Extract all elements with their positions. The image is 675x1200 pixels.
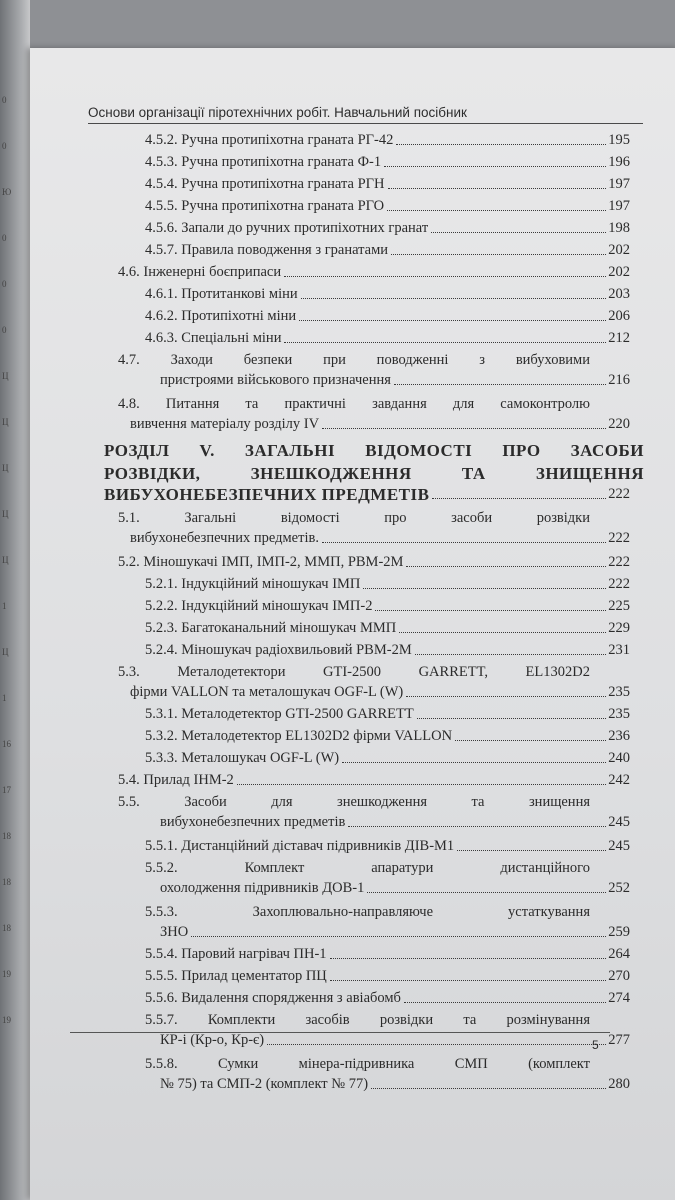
page-number: 5 [592, 1038, 599, 1052]
toc-page-number: 264 [608, 946, 630, 962]
toc-page-number: 277 [608, 1032, 630, 1048]
dot-leader [394, 384, 606, 385]
toc-entry[interactable] [145, 242, 630, 259]
edge-mark: 0 [2, 233, 7, 243]
toc-entry[interactable] [160, 1032, 630, 1049]
toc-page-number: 202 [608, 264, 630, 280]
adjacent-page-edge [0, 0, 30, 1200]
toc-entry[interactable] [118, 554, 630, 571]
toc-entry-label: 5.5.6. Видалення спорядження з авіабомб [145, 990, 401, 1006]
dot-leader [267, 1044, 606, 1045]
toc-entry-label: 4.5.4. Ручна протипіхотна граната РГН [145, 176, 385, 192]
dot-leader [431, 232, 606, 233]
toc-entry[interactable] [145, 968, 630, 985]
toc-entry[interactable] [160, 372, 630, 389]
toc-entry-label: 5.5.7. Комплекти засобів розвідки та розмінування [145, 1012, 590, 1028]
toc-entry-continuation: ЗНО [160, 924, 189, 940]
toc-entry-label: 5.3.3. Металошукач OGF-L (W) [145, 750, 340, 766]
toc-page-number: 235 [608, 706, 630, 722]
toc-entry[interactable] [145, 576, 630, 593]
edge-mark: Ц [2, 417, 9, 427]
toc-entry[interactable] [130, 416, 630, 433]
edge-mark: Ц [2, 555, 9, 565]
dot-leader [432, 498, 606, 499]
toc-entry[interactable] [160, 814, 630, 831]
edge-mark: 1 [2, 693, 7, 703]
toc-entry-label: 4.6.1. Протитанкові міни [145, 286, 298, 302]
toc-page-number: 280 [608, 1076, 630, 1092]
toc-entry[interactable] [160, 880, 630, 897]
toc-page-number: 206 [608, 308, 630, 324]
toc-entry[interactable] [145, 728, 630, 745]
toc-page-number: 203 [608, 286, 630, 302]
toc-entry-label: 4.6. Інженерні боєприпаси [118, 264, 282, 280]
toc-entry[interactable] [145, 642, 630, 659]
toc-entry-label: 5.2.3. Багатоканальний міношукач ММП [145, 620, 397, 636]
toc-entry-label: 5.5.4. Паровий нагрівач ПН-1 [145, 946, 327, 962]
dot-leader [330, 958, 607, 959]
toc-entry-label: 4.5.6. Запали до ручних протипіхотних гранат [145, 220, 429, 236]
toc-entry-label: 5.4. Прилад ІНМ-2 [118, 772, 234, 788]
dot-leader [284, 276, 606, 277]
edge-mark: 1 [2, 601, 7, 611]
toc-entry-continuation: вибухонебезпечних предметів [160, 814, 346, 830]
dot-leader [391, 254, 606, 255]
edge-mark: 0 [2, 95, 7, 105]
toc-page-number: 270 [608, 968, 630, 984]
toc-page-number: 222 [608, 576, 630, 592]
dot-leader [404, 1002, 606, 1003]
toc-entry-continuation: охолодження підривників ДОВ-1 [160, 880, 365, 896]
toc-entry[interactable] [145, 990, 630, 1007]
toc-page-number: 216 [608, 372, 630, 388]
dot-leader [301, 298, 607, 299]
toc-page-number: 229 [608, 620, 630, 636]
toc-entry-continuation: № 75) та СМП-2 (комплект № 77) [160, 1076, 369, 1092]
edge-mark: 19 [2, 1015, 11, 1025]
edge-mark: Ц [2, 371, 9, 381]
toc-entry[interactable] [145, 154, 630, 171]
toc-entry-label: 5.2.2. Індукційний міношукач ІМП-2 [145, 598, 373, 614]
toc-page-number: 235 [608, 684, 630, 700]
toc-entry-label: 5.3. Металодетектори GTI-2500 GARRETT, EL1302D2 [118, 664, 590, 680]
toc-entry[interactable] [145, 750, 630, 767]
dot-leader [375, 610, 606, 611]
toc-entry-continuation: КР-і (Кр-о, Кр-є) [160, 1032, 265, 1048]
toc-entry-label: 4.6.2. Протипіхотні міни [145, 308, 297, 324]
dot-leader [284, 342, 606, 343]
toc-entry-label: 4.5.7. Правила поводження з гранатами [145, 242, 389, 258]
toc-entry[interactable] [145, 598, 630, 615]
edge-mark: 18 [2, 831, 11, 841]
toc-entry-label: 4.7. Заходи безпеки при поводженні з вибуховими [118, 352, 590, 368]
edge-mark: Ц [2, 463, 9, 473]
toc-entry[interactable] [145, 176, 630, 193]
toc-entry-label: 5.5.2. Комплект апаратури дистанційного [145, 860, 590, 876]
dot-leader [387, 210, 606, 211]
toc-entry-label: 5.2.4. Міношукач радіохвильовий РВМ-2М [145, 642, 412, 658]
dot-leader [322, 542, 606, 543]
toc-page-number: 252 [608, 880, 630, 896]
toc-entry[interactable] [145, 706, 630, 723]
dot-leader [322, 428, 606, 429]
dot-leader [455, 740, 606, 741]
dot-leader [237, 784, 606, 785]
dot-leader [396, 144, 606, 145]
toc-entry[interactable] [145, 946, 630, 963]
toc-entry[interactable] [160, 924, 630, 941]
edge-mark: 17 [2, 785, 11, 795]
toc-page-number: 222 [608, 554, 630, 570]
toc-entry-label: 5.5.1. Дистанційний діставач підривників ДІВ-М1 [145, 838, 455, 854]
toc-page-number: 245 [608, 838, 630, 854]
dot-leader [348, 826, 606, 827]
toc-page-number: 195 [608, 132, 630, 148]
toc-entry[interactable] [145, 838, 630, 855]
running-head: Основи організації піротехнічних робіт. Навчальний посібник [88, 105, 467, 120]
toc-page-number: 225 [608, 598, 630, 614]
header-rule [88, 123, 643, 124]
edge-mark: Ю [2, 187, 12, 197]
toc-page-number: 222 [608, 530, 630, 546]
section-heading-line: РОЗДІЛ V. ЗАГАЛЬНІ ВІДОМОСТІ ПРО ЗАСОБИ [104, 441, 644, 460]
toc-entry[interactable] [145, 308, 630, 325]
edge-mark: 0 [2, 325, 7, 335]
toc-entry[interactable] [145, 286, 630, 303]
dot-leader [457, 850, 606, 851]
toc-entry[interactable] [130, 684, 630, 701]
toc-entry-label: 5.5.3. Захоплювально-направляюче устаткування [145, 904, 590, 920]
toc-entry[interactable] [145, 132, 630, 149]
toc-entry-label: 5.3.1. Металодетектор GTI-2500 GARRETT [145, 706, 414, 722]
toc-entry-label: 5.5.5. Прилад цементатор ПЦ [145, 968, 327, 984]
dot-leader [406, 566, 606, 567]
toc-entry[interactable] [104, 486, 630, 503]
dot-leader [415, 654, 607, 655]
edge-mark: 16 [2, 739, 11, 749]
section-heading-line: РОЗВІДКИ, ЗНЕШКОДЖЕННЯ ТА ЗНИЩЕННЯ [104, 464, 644, 483]
toc-entry-label: 5.2. Міношукачі ІМП, ІМП-2, ММП, РВМ-2М [118, 554, 404, 570]
dot-leader [384, 166, 606, 167]
toc-entry-label: 4.5.5. Ручна протипіхотна граната РГО [145, 198, 385, 214]
toc-entry-label: 5.5. Засоби для знешкодження та знищення [118, 794, 590, 810]
toc-page-number: 212 [608, 330, 630, 346]
toc-entry[interactable] [130, 530, 630, 547]
dot-leader [299, 320, 606, 321]
toc-entry[interactable] [145, 330, 630, 347]
toc-entry[interactable] [145, 620, 630, 637]
toc-page-number: 196 [608, 154, 630, 170]
dot-leader [406, 696, 606, 697]
toc-entry-label: 5.1. Загальні відомості про засоби розвідки [118, 510, 590, 526]
toc-entry-label: 4.5.3. Ручна протипіхотна граната Ф-1 [145, 154, 382, 170]
dot-leader [417, 718, 607, 719]
toc-entry[interactable] [118, 772, 630, 789]
book-page [30, 48, 675, 1200]
toc-entry[interactable] [160, 1076, 630, 1093]
toc-page-number: 220 [608, 416, 630, 432]
dot-leader [342, 762, 606, 763]
toc-page-number: 245 [608, 814, 630, 830]
toc-page-number: 236 [608, 728, 630, 744]
section-heading-line: ВИБУХОНЕБЕЗПЕЧНИХ ПРЕДМЕТІВ [104, 485, 430, 504]
toc-page-number: 242 [608, 772, 630, 788]
footer-rule [70, 1032, 610, 1033]
dot-leader [388, 188, 607, 189]
toc-page-number: 197 [608, 198, 630, 214]
toc-entry-label: 4.8. Питання та практичні завдання для самоконтролю [118, 396, 590, 412]
toc-page-number: 197 [608, 176, 630, 192]
edge-mark: Ц [2, 647, 9, 657]
toc-entry-continuation: вивчення матеріалу розділу IV [130, 416, 320, 432]
toc-entry-label: 5.5.8. Сумки мінера-підривника СМП (комплект [145, 1056, 590, 1072]
toc-entry[interactable] [145, 198, 630, 215]
dot-leader [191, 936, 606, 937]
toc-page-number: 231 [608, 642, 630, 658]
toc-entry-label: 4.6.3. Спеціальні міни [145, 330, 282, 346]
edge-mark: 0 [2, 279, 7, 289]
edge-mark: Ц [2, 509, 9, 519]
dot-leader [367, 892, 606, 893]
toc-entry[interactable] [118, 264, 630, 281]
dot-leader [330, 980, 606, 981]
toc-entry-label: 5.2.1. Індукційний міношукач ІМП [145, 576, 361, 592]
edge-mark: 18 [2, 923, 11, 933]
toc-page-number: 222 [608, 486, 630, 502]
toc-entry-continuation: пристроями військового призначення [160, 372, 391, 388]
toc-page-number: 240 [608, 750, 630, 766]
toc-page-number: 202 [608, 242, 630, 258]
toc-entry[interactable] [145, 220, 630, 237]
dot-leader [399, 632, 606, 633]
edge-mark: 18 [2, 877, 11, 887]
toc-entry-label: 5.3.2. Металодетектор EL1302D2 фірми VALLON [145, 728, 453, 744]
edge-mark: 0 [2, 141, 7, 151]
edge-mark: 19 [2, 969, 11, 979]
toc-entry-label: 4.5.2. Ручна протипіхотна граната РГ-42 [145, 132, 394, 148]
toc-page-number: 274 [608, 990, 630, 1006]
toc-entry-continuation: фірми VALLON та металошукач OGF-L (W) [130, 684, 404, 700]
dot-leader [371, 1088, 606, 1089]
toc-page-number: 198 [608, 220, 630, 236]
toc-entry-continuation: вибухонебезпечних предметів. [130, 530, 319, 546]
toc-page-number: 259 [608, 924, 630, 940]
dot-leader [363, 588, 606, 589]
